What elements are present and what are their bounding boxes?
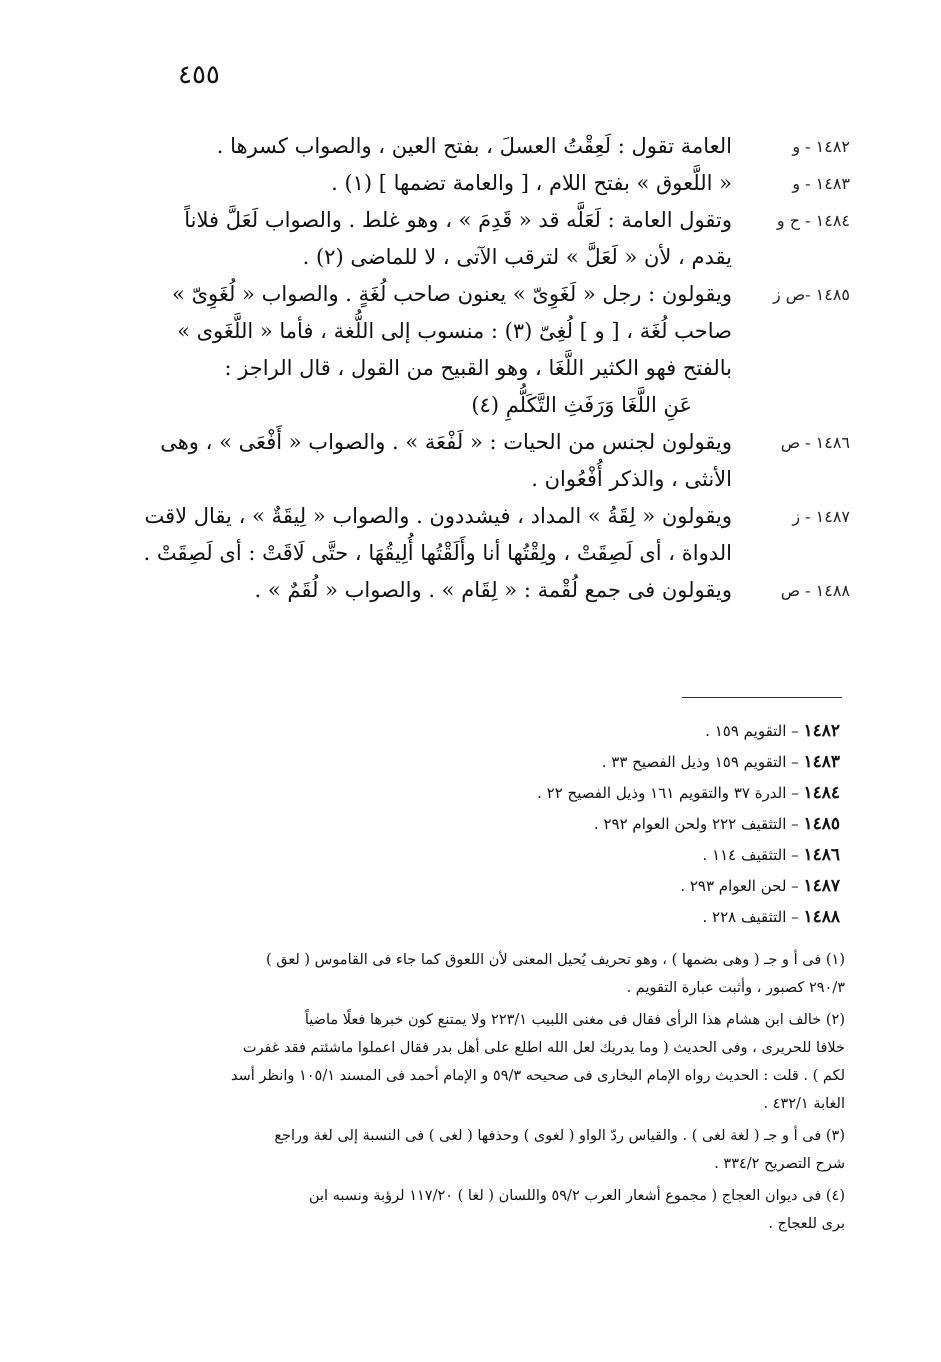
reference-text: – التثقيف ١١٤ . [702, 846, 799, 864]
entry-line: « اللَّعوق » بفتح اللام ، [ والعامة تضمها ] (١) . [331, 171, 732, 195]
entry-line: الأنثى ، والذكر أُفْعُوان . [531, 467, 732, 491]
footnotes [140, 946, 845, 1242]
footnote-line: (١) فى أ و جـ ( وهى بضمها ) ، وهو تحريف يُحيل المعنى لأن اللعوق كما جاء فى القاموس ( لعق ) [265, 952, 845, 968]
entry-number: ١٤٨٢ - و [792, 137, 850, 156]
entry-number: ١٤٨٦ - ص [780, 433, 850, 452]
entry-number: ١٤٨٤ - ح و [776, 211, 850, 230]
reference-item [380, 716, 840, 747]
entry [120, 202, 850, 276]
footnote-line: برى للعجاج . [768, 1216, 845, 1232]
entry-line: العامة تقول : لَعِقْتُ العسلَ ، بفتح العين ، والصواب كسرها . [216, 134, 732, 158]
reference-item [380, 778, 840, 809]
entry [120, 498, 850, 572]
reference-item [380, 871, 840, 902]
reference-item [380, 809, 840, 840]
entry-number: ١٤٨٥ -ص ز [772, 285, 850, 304]
footnote [140, 1182, 845, 1238]
entry-number: ١٤٨٧ - ز [792, 507, 850, 526]
entry [120, 276, 850, 424]
entry [120, 424, 850, 498]
footnote-line: (٣) فى أ و جـ ( لغة لغى ) . والقياس ردّ الواو ( لغوى ) وحذفها ( لغى ) فى النسبة إلى لغة وراجع [274, 1128, 845, 1144]
entry-line: ويقولون لجنس من الحيات : « لَفْعَة » . والصواب « أَفْعَى » ، وهى [160, 430, 732, 454]
reference-number: ١٤٨٧ [803, 876, 840, 896]
reference-number: ١٤٨٨ [803, 907, 840, 927]
footnote [140, 1122, 845, 1178]
reference-item [380, 747, 840, 778]
entry [120, 572, 850, 609]
entry [120, 165, 850, 202]
entry-line: الدواة ، أى لَصِقَتْ ، ولِقْتُها أنا وأَلَقْتُها أُلِيقُهَا ، حتَّى لَاقَتْ : أى لَصِقَتْ . [143, 541, 732, 565]
references-list [380, 716, 840, 933]
entry-line: ويقولون فى جمع لُقْمة : « لِقَام » . والصواب « لُقَمٌ » . [254, 578, 732, 602]
entry-line: صاحب لُغَة ، [ و ] لُغِىّ (٣) : منسوب إلى اللُّغة ، فأما « اللَّغَوى » [177, 319, 732, 343]
reference-text: – الدرة ٣٧ والتقويم ١٦١ وذيل الفصيح ٢٢ . [537, 784, 799, 802]
footnote-line: (٤) فى ديوان العجاج ( مجموع أشعار العرب ٥٩/٢ واللسان ( لغا ) ١١٧/٢٠ لرؤبة ونسبه ابن [308, 1188, 845, 1204]
reference-text: – لحن العوام ٢٩٣ . [680, 877, 799, 895]
footnote [140, 1006, 845, 1118]
entry-line: ويقولون « لِقَةُ » المداد ، فيشددون . والصواب « لِيقَةٌ » ، يقال لاقت [144, 504, 732, 528]
reference-number: ١٤٨٣ [803, 752, 840, 772]
reference-text: – التثقيف ٢٢٢ ولحن العوام ٢٩٢ . [593, 815, 799, 833]
footnote-line: خلافا للحريرى ، وفى الحديث ( وما يدريك لعل الله اطلع على أهل بدر فقال اعملوا ماشئتم فقد غفرت [242, 1040, 845, 1056]
reference-text: – التقويم ١٥٩ . [705, 722, 799, 740]
reference-text: – التقويم ١٥٩ وذيل الفصيح ٣٣ . [601, 753, 799, 771]
reference-item [380, 902, 840, 933]
verse-line: عَنِ اللَّغَا وَرَفَثِ التَّكَلُّمِ (٤) [471, 393, 692, 417]
entry [120, 128, 850, 165]
entry-number: ١٤٨٨ - ص [780, 581, 850, 600]
page-number: ٤٥٥ [178, 60, 220, 90]
entry-number: ١٤٨٣ - و [792, 174, 850, 193]
entry-line: وتقول العامة : لَعَلَّه قد « قَدِمَ » ، وهو غلط . والصواب لَعَلَّ فلاناً [184, 208, 732, 232]
entry-line: يقدم ، لأن « لَعَلَّ » لترقب الآتى ، لا للماضى (٢) . [302, 245, 732, 269]
footnote-line: الغابة ٤٣٢/١ . [763, 1096, 845, 1112]
footnote-line: لكم ) . قلت : الحديث رواه الإمام البخارى فى صحيحه ٥٩/٣ و الإمام أحمد فى المسند ١٠٥/١ وانظر أسد [231, 1068, 845, 1084]
reference-number: ١٤٨٥ [803, 814, 840, 834]
footnote-line: ٢٩٠/٣ كصبور ، وأثبت عبارة التقويم . [626, 980, 845, 996]
reference-number: ١٤٨٢ [803, 721, 840, 741]
reference-number: ١٤٨٤ [803, 783, 840, 803]
footnote-divider [682, 697, 842, 698]
reference-item [380, 840, 840, 871]
main-text [120, 128, 850, 609]
entry-line: بالفتح فهو الكثير اللَّغَا ، وهو القبيح من القول ، قال الراجز : [224, 356, 732, 380]
footnote-line: شرح التصريح ٣٣٤/٢ . [714, 1156, 845, 1172]
footnote [140, 946, 845, 1002]
reference-number: ١٤٨٦ [803, 845, 840, 865]
reference-text: – التثقيف ٢٢٨ . [702, 908, 799, 926]
footnote-line: (٢) خالف ابن هشام هذا الرأى فقال فى مغنى اللبيب ٢٢٣/١ ولا يمتنع كون خبرها فعلًا ماضياً [304, 1012, 845, 1028]
entry-line: ويقولون : رجل « لَغَوِىّ » يعنون صاحب لُغَةٍ . والصواب « لُغَوِىّ » [172, 282, 732, 306]
